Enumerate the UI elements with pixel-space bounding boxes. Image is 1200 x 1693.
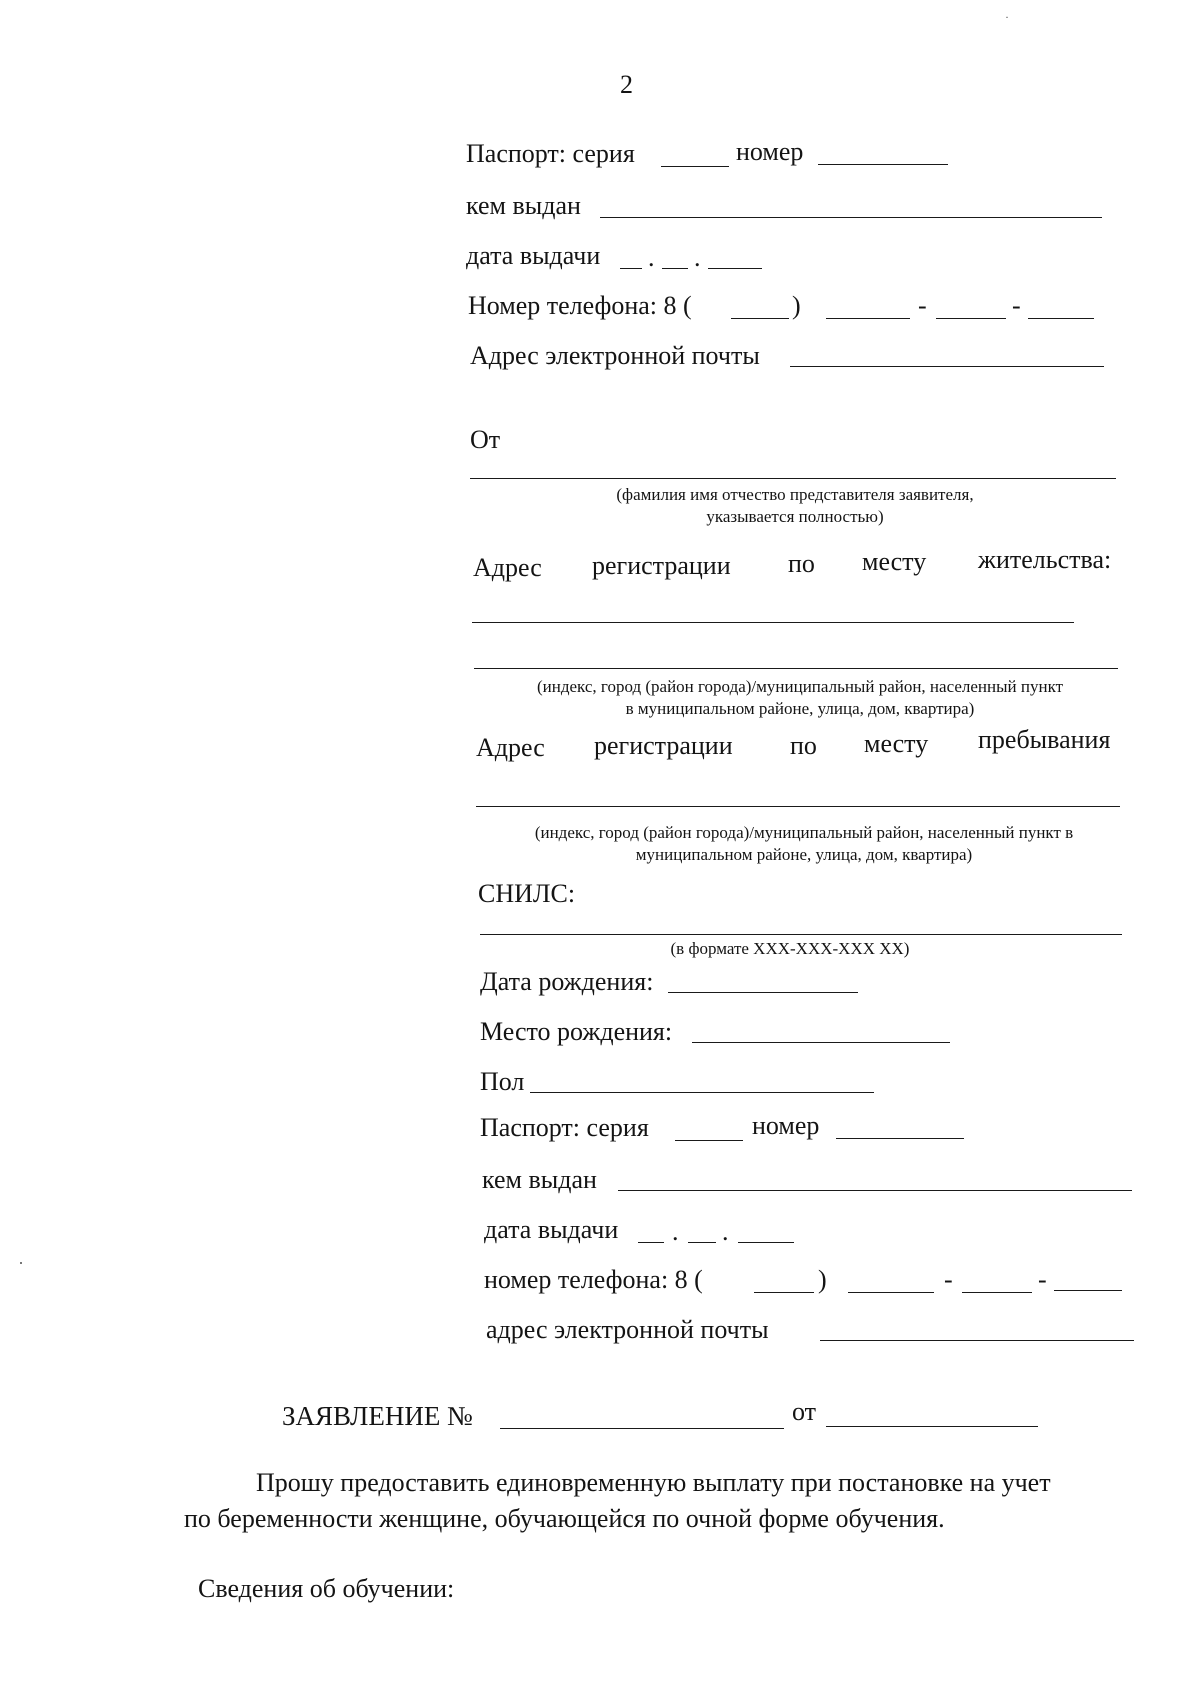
date-separator-dot: . bbox=[648, 243, 655, 272]
applicant-passport-number-label: номер bbox=[736, 137, 804, 166]
applicant-issued-by-label: кем выдан bbox=[466, 191, 581, 220]
rep-passport-number-label: номер bbox=[752, 1111, 820, 1140]
applicant-phone-part2-field[interactable] bbox=[936, 318, 1006, 319]
birth-date-label: Дата рождения: bbox=[480, 967, 654, 996]
statement-title: ЗАЯВЛЕНИЕ № bbox=[282, 1401, 473, 1431]
phone-paren-close: ) bbox=[818, 1265, 827, 1294]
stay-address-word: регистрации bbox=[594, 731, 733, 760]
applicant-passport-series-label: Паспорт: серия bbox=[466, 139, 635, 168]
rep-issue-month-field[interactable] bbox=[688, 1242, 716, 1243]
rep-issued-by-label: кем выдан bbox=[482, 1165, 597, 1194]
statement-text-line2: по беременности женщине, обучающейся по очной форме обучения. bbox=[184, 1504, 945, 1533]
rep-passport-series-field[interactable] bbox=[675, 1140, 743, 1141]
stay-address-word: пребывания bbox=[978, 725, 1111, 754]
rep-issue-day-field[interactable] bbox=[638, 1242, 664, 1243]
representative-fio-caption: (фамилия имя отчество представителя заявителя, указывается полностью) bbox=[616, 485, 974, 526]
applicant-phone-label: Номер телефона: 8 ( bbox=[468, 291, 692, 320]
phone-dash: - bbox=[1012, 291, 1021, 320]
snils-field[interactable] bbox=[480, 934, 1122, 935]
phone-dash: - bbox=[918, 291, 927, 320]
statement-text-line1: Прошу предоставить единовременную выплату при постановке на учет bbox=[256, 1468, 1051, 1497]
education-heading: Сведения об обучении: bbox=[198, 1574, 455, 1603]
rep-email-field[interactable] bbox=[820, 1340, 1134, 1341]
applicant-passport-series-field[interactable] bbox=[661, 166, 729, 167]
rep-passport-series-label: Паспорт: серия bbox=[480, 1113, 649, 1142]
stay-address-word: Адрес bbox=[476, 733, 545, 762]
page-number: 2 bbox=[620, 70, 633, 99]
reg-address-word: жительства: bbox=[978, 545, 1112, 574]
reg-address-word: регистрации bbox=[592, 551, 731, 580]
applicant-email-field[interactable] bbox=[790, 366, 1104, 367]
applicant-phone-part3-field[interactable] bbox=[1028, 318, 1094, 319]
reg-address-line1-field[interactable] bbox=[472, 622, 1074, 623]
applicant-email-label: Адрес электронной почты bbox=[470, 341, 760, 370]
reg-address-line2-field[interactable] bbox=[474, 668, 1118, 669]
rep-phone-part2-field[interactable] bbox=[962, 1292, 1032, 1293]
snils-label: СНИЛС: bbox=[478, 879, 576, 908]
snils-caption: (в формате ХХХ-ХХХ-ХХХ ХХ) bbox=[670, 939, 910, 958]
reg-address-word: по bbox=[788, 549, 815, 578]
applicant-issue-date-label: дата выдачи bbox=[466, 241, 601, 270]
stay-address-field[interactable] bbox=[476, 806, 1120, 807]
applicant-issue-month-field[interactable] bbox=[662, 268, 688, 269]
phone-paren-close: ) bbox=[792, 291, 801, 320]
date-separator-dot: . bbox=[672, 1217, 679, 1246]
birth-place-field[interactable] bbox=[692, 1042, 950, 1043]
statement-number-field[interactable] bbox=[500, 1428, 784, 1429]
stay-address-caption: (индекс, город (район города)/муниципальный район, населенный пункт в муниципальном районе, улица, дом, квартира) bbox=[534, 823, 1074, 864]
rep-phone-code-field[interactable] bbox=[754, 1292, 814, 1293]
scan-speck bbox=[20, 1262, 22, 1264]
applicant-issue-day-field[interactable] bbox=[620, 268, 642, 269]
birth-place-label: Место рождения: bbox=[480, 1017, 673, 1046]
birth-date-field[interactable] bbox=[668, 992, 858, 993]
stay-address-word: по bbox=[790, 731, 817, 760]
rep-passport-number-field[interactable] bbox=[836, 1138, 964, 1139]
representative-from-label: От bbox=[470, 425, 501, 454]
phone-dash: - bbox=[1038, 1265, 1047, 1294]
applicant-phone-code-field[interactable] bbox=[731, 318, 789, 319]
applicant-issue-year-field[interactable] bbox=[708, 268, 762, 269]
date-separator-dot: . bbox=[694, 243, 701, 272]
rep-email-label: адрес электронной почты bbox=[486, 1315, 769, 1344]
reg-address-word: месту bbox=[862, 547, 927, 576]
rep-issue-year-field[interactable] bbox=[738, 1242, 794, 1243]
rep-phone-part3-field[interactable] bbox=[1054, 1290, 1122, 1291]
rep-issue-date-label: дата выдачи bbox=[484, 1215, 619, 1244]
rep-phone-label: номер телефона: 8 ( bbox=[484, 1265, 703, 1294]
representative-fio-field[interactable] bbox=[470, 478, 1116, 479]
sex-label: Пол bbox=[480, 1067, 525, 1096]
corner-mark: · bbox=[1005, 10, 1009, 24]
reg-address-word: Адрес bbox=[473, 553, 542, 582]
rep-phone-part1-field[interactable] bbox=[848, 1292, 934, 1293]
applicant-phone-part1-field[interactable] bbox=[826, 318, 910, 319]
applicant-issued-by-field[interactable] bbox=[600, 217, 1102, 218]
reg-address-caption: (индекс, город (район города)/муниципальный район, населенный пункт в муниципальном районе, улица, дом, квартира) bbox=[536, 677, 1064, 718]
stay-address-word: месту bbox=[864, 729, 929, 758]
rep-issued-by-field[interactable] bbox=[618, 1190, 1132, 1191]
statement-date-field[interactable] bbox=[826, 1426, 1038, 1427]
date-separator-dot: . bbox=[722, 1217, 729, 1246]
statement-from-label: от bbox=[792, 1397, 817, 1426]
phone-dash: - bbox=[944, 1265, 953, 1294]
sex-field[interactable] bbox=[530, 1092, 874, 1093]
applicant-passport-number-field[interactable] bbox=[818, 164, 948, 165]
